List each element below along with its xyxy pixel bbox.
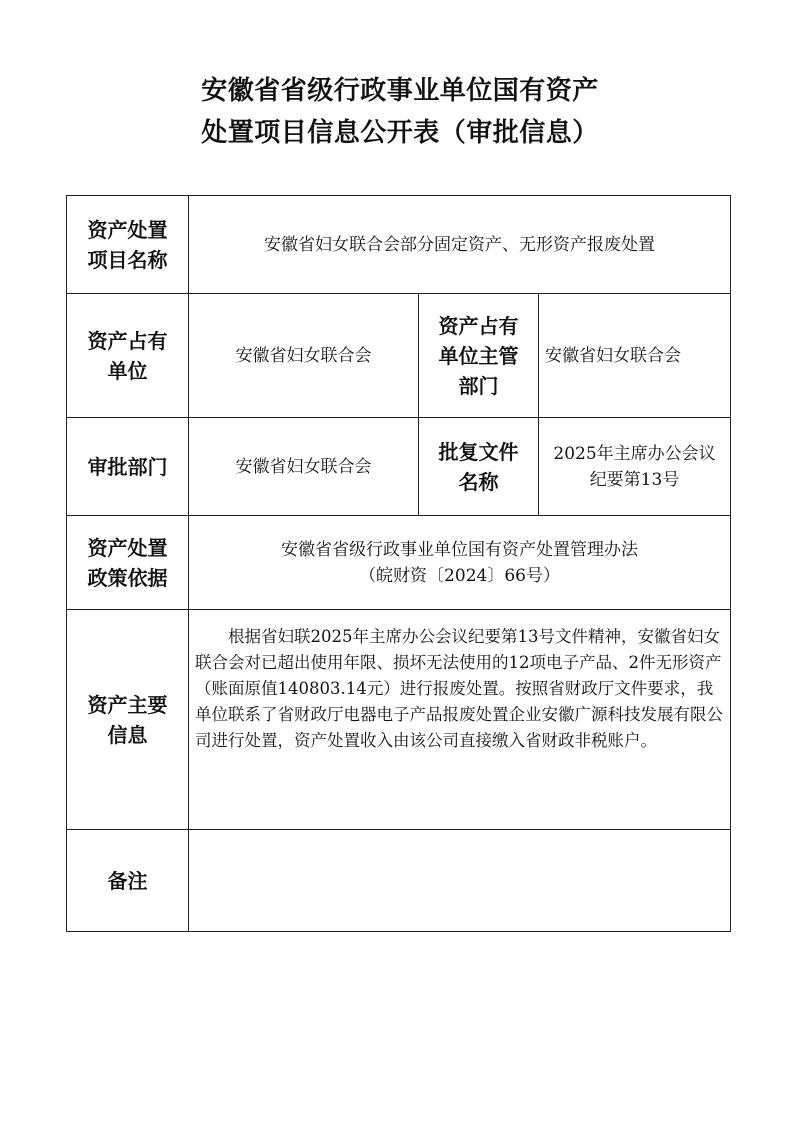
document-title — [0, 70, 800, 154]
policy-basis-value: 安徽省省级行政事业单位国有资产处置管理办法 （皖财资〔2024〕66号） — [189, 516, 731, 610]
approval-doc-label: 批复文件 名称 — [419, 418, 539, 516]
supervising-dept-label: 资产占有 单位主管 部门 — [419, 294, 539, 418]
row-project-name — [67, 196, 731, 294]
project-name-label: 资产处置 项目名称 — [67, 196, 189, 294]
approval-doc-value: 2025年主席办公会议 纪要第13号 — [539, 418, 731, 516]
row-remarks — [67, 830, 731, 932]
policy-basis-label: 资产处置 政策依据 — [67, 516, 189, 610]
supervising-dept-value: 安徽省妇女联合会 — [539, 294, 731, 418]
main-info-label: 资产主要 信息 — [67, 610, 189, 830]
remarks-label: 备注 — [67, 830, 189, 932]
row-main-info — [67, 610, 731, 830]
title-line-2: 处置项目信息公开表（审批信息） — [201, 118, 599, 148]
title-line-1: 安徽省省级行政事业单位国有资产 — [201, 76, 599, 106]
remarks-value — [189, 830, 731, 932]
row-asset-owner — [67, 294, 731, 418]
info-table — [66, 195, 731, 932]
main-info-text: 根据省妇联2025年主席办公会议纪要第13号文件精神，安徽省妇女联合会对已超出使用年限、损坏无法使用的12项电子产品、2件无形资产（账面原值140803.14元）进行报废处置。按照省财政厅文件要求，我单位联系了省财政厅电器电子产品报废处置企业安徽广源科技发展有限公司进行处置，资产处置收入由该公司直接缴入省财政非税账户。 — [189, 610, 731, 830]
project-name-value: 安徽省妇女联合会部分固定资产、无形资产报废处置 — [189, 196, 731, 294]
row-approval — [67, 418, 731, 516]
approval-dept-value: 安徽省妇女联合会 — [189, 418, 419, 516]
approval-dept-label: 审批部门 — [67, 418, 189, 516]
row-policy-basis — [67, 516, 731, 610]
asset-owner-value: 安徽省妇女联合会 — [189, 294, 419, 418]
asset-owner-label: 资产占有 单位 — [67, 294, 189, 418]
